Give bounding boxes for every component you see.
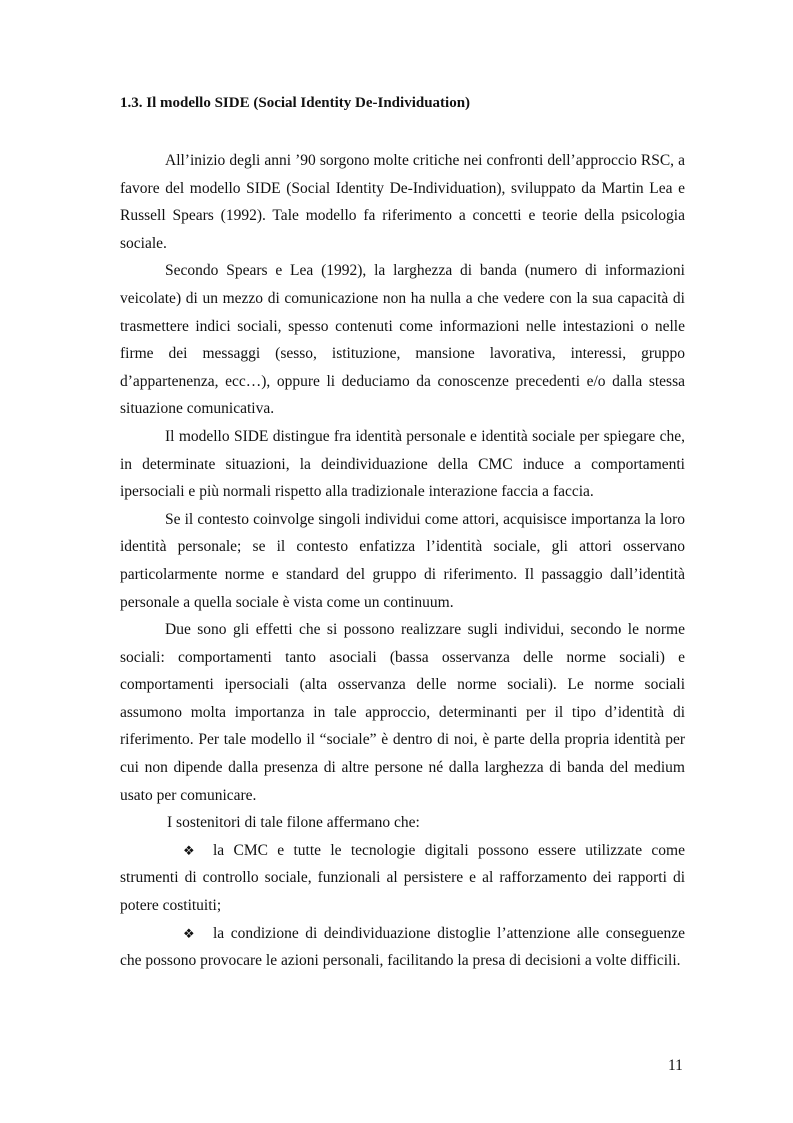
bullet-item [120,920,685,975]
section-heading: 1.3. Il modello SIDE (Social Identity De-Individuation) [120,95,471,111]
paragraph: All’inizio degli anni ’90 sorgono molte critiche nei confronti dell’approccio RSC, a favore del modello SIDE (Social Identity De-Individuation), sviluppato da Martin Lea e Russell Spears (1992). Tale modello fa riferimento a concetti e teorie della psicologia sociale. [120,152,685,252]
paragraph: Secondo Spears e Lea (1992), la larghezza di banda (numero di informazioni veicolate) di un mezzo di comunicazione non ha nulla a che vedere con la sua capacità di trasmettere indici sociali, spesso contenuti come informazioni nelle intestazioni o nelle firme dei messaggi (sesso, istituzione, mansione lavorativa, interessi, gruppo d’appartenenza, ecc…), oppure li deduciamo da conoscenze precedenti e/o dalla stessa situazione comunicativa. [120,262,685,418]
bullet-text: la CMC e tutte le tecnologie digitali possono essere utilizzate come strumenti di controllo sociale, funzionali al persistere e al rafforzamento dei rapporti di potere costituiti; [120,841,685,915]
diamond-bullet-icon: ❖ [183,842,195,858]
bullet-item [120,837,685,920]
paragraph: I sostenitori di tale filone affermano che: [167,814,420,832]
paragraph: Se il contesto coinvolge singoli individui come attori, acquisisce importanza la loro identità personale; se il contesto enfatizza l’identità sociale, gli attori osservano particolarmente norme e standard del gruppo di riferimento. Il passaggio dall’identità personale a quella sociale è vista come un continuum. [120,510,685,611]
paragraph: Due sono gli effetti che si possono realizzare sugli individui, secondo le norme sociali: comportamenti tanto asociali (bassa osservanza delle norme sociali) e comportamenti ipersociali (alta osservanza delle norme sociali). Le norme sociali assumono molta importanza in tale approccio, determinanti per il tipo d’identità di riferimento. Per tale modello il “sociale” è dentro di noi, è parte della propria identità per cui non dipende dalla presenza di altre persone né dalla larghezza di banda del medium usato per comunicare. [120,621,685,804]
page-number: 11 [668,1057,683,1074]
paragraph: Il modello SIDE distingue fra identità personale e identità sociale per spiegare che, in determinate situazioni, la deindividuazione della CMC induce a comportamenti ipersociali e più normali rispetto alla tradizionale interazione faccia a faccia. [120,427,685,501]
body-text [120,147,685,975]
bullet-text: la condizione di deindividuazione distoglie l’attenzione alle conseguenze che possono provocare le azioni personali, facilitando la presa di decisioni a volte difficili. [120,924,685,970]
diamond-bullet-icon: ❖ [183,925,195,941]
